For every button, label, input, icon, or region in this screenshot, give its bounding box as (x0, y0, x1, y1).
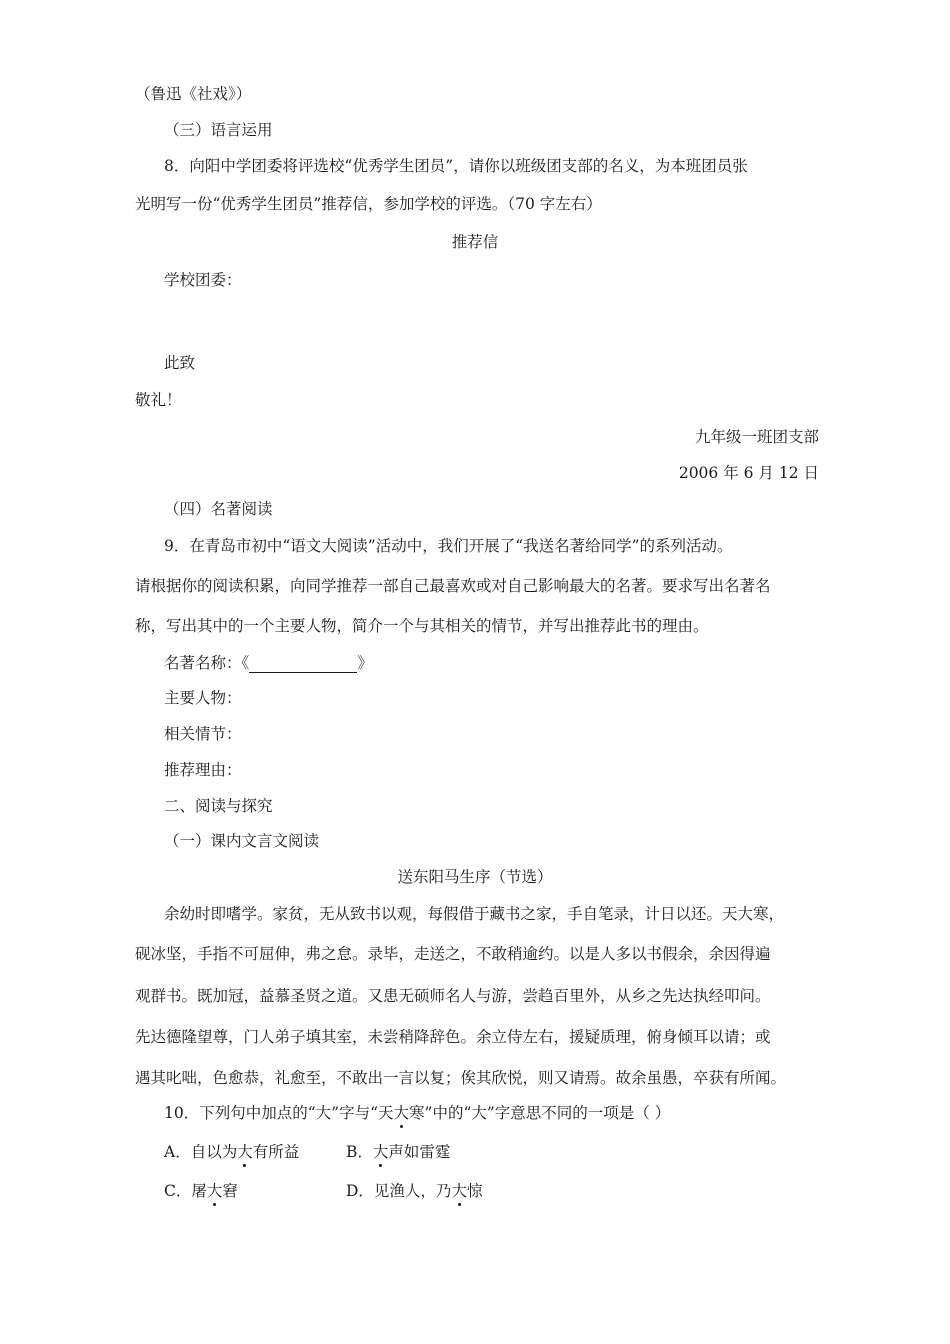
emphasis-dot-char: 大 (393, 1104, 410, 1122)
option-d-dot-char: 大 (451, 1182, 467, 1200)
option-c[interactable] (164, 1181, 238, 1201)
character-field-label: 主要人物： (164, 689, 242, 707)
plot-field-label: 相关情节： (164, 725, 242, 743)
source-citation: （鲁迅《社戏》） (135, 85, 252, 103)
question-9-line-2: 请根据你的阅读积累，向同学推荐一部自己最喜欢或对自己影响最大的名著。要求写出名著名 (135, 577, 771, 595)
book-name-field (164, 653, 373, 673)
part-2-sub-heading: （一）课内文言文阅读 (164, 832, 320, 850)
passage-line-4: 先达德隆望尊，门人弟子填其室，未尝稍降辞色。余立侍左右，援疑质理，俯身倾耳以请；或 (135, 1028, 771, 1046)
passage-title: 送东阳马生序（节选） (397, 868, 553, 886)
section-heading-classics: （四）名著阅读 (164, 500, 273, 518)
question-10-stem-part-1: 10．下列句中加点的“大”字与“天 (164, 1104, 394, 1122)
option-a-text-2: 有所益 (252, 1143, 300, 1161)
option-a-dot-char: 大 (237, 1143, 253, 1161)
option-b-dot-char: 大 (372, 1143, 389, 1161)
letter-salutation: 学校团委： (164, 271, 242, 289)
book-name-blank[interactable] (249, 656, 357, 673)
question-10-stem (164, 1103, 670, 1123)
passage-line-1: 余幼时即嗜学。家贫，无从致书以观，每假借于藏书之家，手自笔录，计日以还。天大寒， (164, 905, 785, 923)
option-a[interactable] (164, 1142, 299, 1162)
book-name-end: 》 (357, 654, 373, 672)
option-b-text-1: B． (346, 1143, 373, 1161)
option-c-text-2: 窘 (222, 1182, 238, 1200)
question-8-line-2: 光明写一份“优秀学生团员”推荐信，参加学校的评选。（70 字左右） (135, 195, 602, 213)
passage-line-3: 观群书。既加冠，益慕圣贤之道。又患无硕师名人与游，尝趋百里外，从乡之先达执经叩问。 (135, 987, 771, 1005)
letter-signature: 九年级一班团支部 (694, 428, 819, 446)
letter-closing-2: 敬礼！ (135, 391, 182, 409)
question-9-line-1: 9．在青岛市初中“语文大阅读”活动中，我们开展了“我送名著给同学”的系列活动。 (164, 537, 733, 555)
option-c-text-1: C．屠 (164, 1182, 207, 1200)
passage-line-2: 砚冰坚，手指不可屈伸，弗之怠。录毕，走送之，不敢稍逾约。以是人多以书假余，余因得遍 (135, 945, 771, 963)
passage-line-5: 遇其叱咄，色愈恭，礼愈至，不敢出一言以复；俟其欣悦，则又请焉。故余虽愚，卒获有所闻。 (135, 1069, 787, 1087)
letter-date: 2006 年 6 月 12 日 (678, 464, 819, 482)
option-a-text-1: A．自以为 (164, 1143, 238, 1161)
question-8-line-1: 8．向阳中学团委将评选校“优秀学生团员”，请你以班级团支部的名义，为本班团员张 (164, 157, 748, 175)
option-d-text-1: D．见渔人，乃 (346, 1182, 452, 1200)
option-b-text-2: 声如雷霆 (388, 1143, 451, 1161)
letter-title: 推荐信 (451, 233, 499, 251)
section-heading-language-use: （三）语言运用 (164, 121, 273, 139)
option-d[interactable] (346, 1181, 482, 1201)
option-d-text-2: 惊 (466, 1182, 483, 1200)
part-2-heading: 二、阅读与探究 (164, 797, 273, 815)
reason-field-label: 推荐理由： (164, 761, 242, 779)
option-b[interactable] (346, 1142, 450, 1162)
book-name-label: 名著名称：《 (164, 654, 250, 672)
letter-closing-1: 此致 (164, 354, 196, 372)
option-c-dot-char: 大 (206, 1182, 223, 1200)
question-9-line-3: 称，写出其中的一个主要人物，简介一个与其相关的情节，并写出推荐此书的理由。 (135, 617, 709, 635)
question-10-stem-part-2: 寒”中的“大”字意思不同的一项是（ ） (409, 1104, 671, 1122)
